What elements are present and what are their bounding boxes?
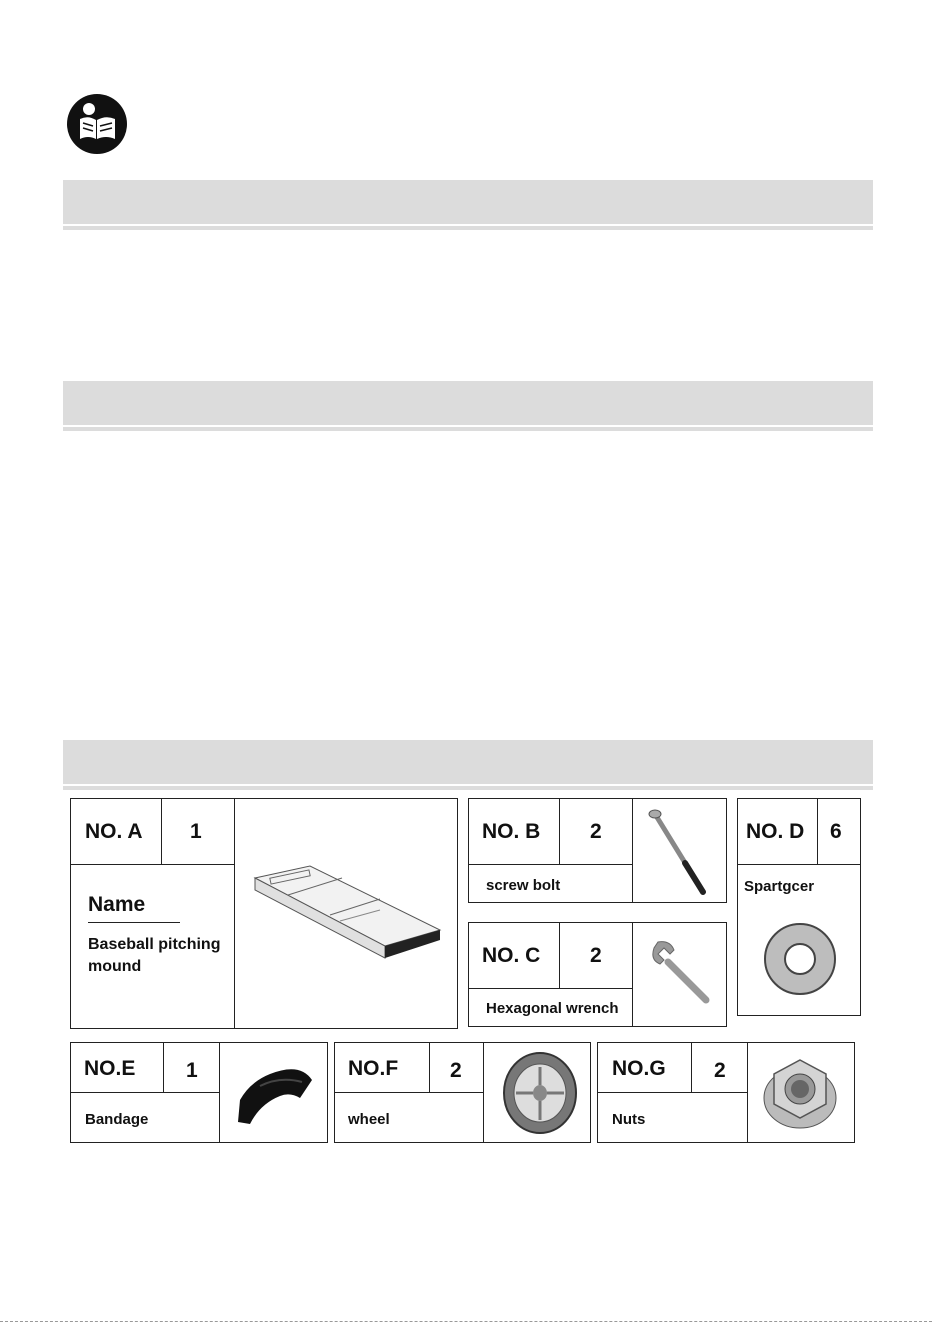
part-g-name: Nuts bbox=[612, 1111, 646, 1128]
part-f-name: wheel bbox=[348, 1111, 390, 1128]
part-g-quantity: 2 bbox=[714, 1059, 726, 1082]
divider bbox=[632, 922, 633, 1027]
part-d-quantity: 6 bbox=[830, 820, 842, 843]
divider bbox=[559, 798, 560, 864]
part-d-number: NO. D bbox=[746, 820, 805, 843]
divider bbox=[737, 864, 861, 865]
divider bbox=[163, 1042, 164, 1092]
section-header-bar-1 bbox=[63, 180, 873, 224]
divider bbox=[559, 922, 560, 988]
wheel-illustration bbox=[500, 1050, 580, 1136]
section-header-bar-3 bbox=[63, 740, 873, 784]
divider bbox=[691, 1042, 692, 1092]
part-a-number: NO. A bbox=[85, 820, 143, 843]
screw-bolt-illustration bbox=[645, 808, 715, 898]
part-c-quantity: 2 bbox=[590, 944, 602, 967]
part-a-name-heading: Name bbox=[88, 893, 146, 916]
section-divider-2 bbox=[63, 427, 873, 431]
part-d-name: Spartgcer bbox=[744, 878, 815, 895]
part-e-name: Bandage bbox=[85, 1111, 149, 1128]
part-g-number: NO.G bbox=[612, 1057, 666, 1080]
part-b-quantity: 2 bbox=[590, 820, 602, 843]
divider bbox=[70, 864, 235, 865]
read-manual-icon bbox=[66, 93, 128, 155]
part-e-number: NO.E bbox=[84, 1057, 136, 1080]
divider bbox=[817, 798, 818, 864]
divider bbox=[88, 922, 180, 923]
section-divider-3 bbox=[63, 786, 873, 790]
divider bbox=[632, 798, 633, 903]
divider bbox=[597, 1092, 748, 1093]
part-c-name: Hexagonal wrench bbox=[486, 1000, 619, 1017]
washer-illustration bbox=[763, 922, 837, 996]
part-b-number: NO. B bbox=[482, 820, 541, 843]
part-a-name: Baseball pitching mound bbox=[88, 936, 221, 975]
flange-nut-illustration bbox=[760, 1050, 840, 1134]
section-divider-1 bbox=[63, 226, 873, 230]
part-f-number: NO.F bbox=[348, 1057, 399, 1080]
section-header-bar-2 bbox=[63, 381, 873, 425]
page-edge bbox=[0, 1321, 932, 1322]
divider bbox=[429, 1042, 430, 1092]
divider bbox=[161, 798, 162, 864]
divider bbox=[334, 1092, 484, 1093]
bandage-illustration bbox=[230, 1052, 320, 1132]
wrench-illustration bbox=[648, 940, 713, 1010]
divider bbox=[468, 864, 633, 865]
part-a-quantity: 1 bbox=[190, 820, 202, 843]
divider bbox=[70, 1092, 220, 1093]
part-b-name: screw bolt bbox=[486, 877, 561, 894]
part-c-number: NO. C bbox=[482, 944, 541, 967]
divider bbox=[234, 798, 235, 1029]
divider bbox=[468, 988, 633, 989]
pitching-mound-illustration bbox=[250, 858, 445, 973]
part-e-quantity: 1 bbox=[186, 1059, 198, 1082]
part-f-quantity: 2 bbox=[450, 1059, 462, 1082]
